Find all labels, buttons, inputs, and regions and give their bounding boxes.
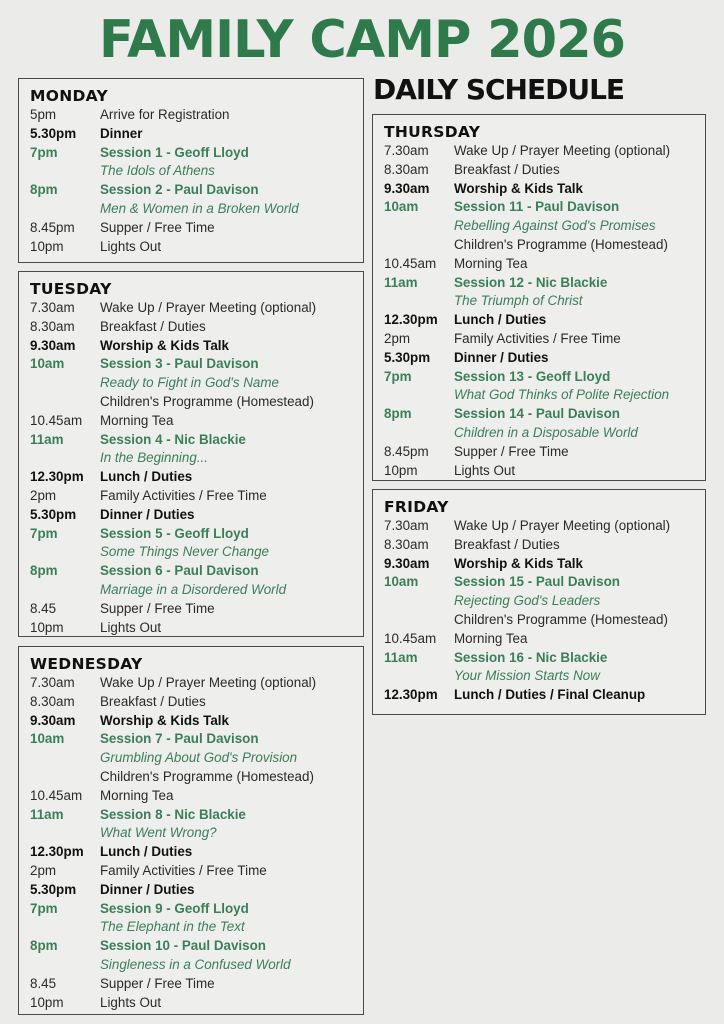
schedule-time: 5.30pm [30, 506, 77, 522]
schedule-description: Wake Up / Prayer Meeting (optional) [100, 300, 317, 315]
schedule-description: Morning Tea [100, 787, 174, 803]
schedule-row [30, 787, 363, 806]
schedule-description: Morning Tea [454, 255, 528, 271]
schedule-description: Wake Up / Prayer Meeting (optional) [100, 675, 317, 690]
schedule-description: Breakfast / Duties [454, 536, 560, 552]
schedule-description: Singleness in a Confused World [100, 956, 291, 972]
schedule-row [30, 337, 363, 356]
schedule-time: 11am [30, 806, 64, 822]
session-row [30, 525, 363, 544]
schedule-time: 9.30am [384, 555, 430, 571]
schedule-row [384, 536, 705, 555]
schedule-row [30, 506, 363, 525]
session-title-row [30, 956, 363, 975]
schedule-description: Morning Tea [100, 412, 174, 428]
day-heading: FRIDAY [384, 498, 449, 516]
schedule-description: Family Activities / Free Time [100, 862, 267, 878]
schedule-description: Children's Programme (Homestead) [454, 236, 668, 252]
schedule-time: 2pm [30, 862, 57, 878]
session-row [30, 937, 363, 956]
schedule-time: 8pm [30, 182, 58, 198]
schedule-time: 9.30am [30, 712, 76, 728]
schedule-description: Worship & Kids Talk [100, 337, 229, 353]
schedule-row [384, 630, 705, 649]
schedule-time: 5.30pm [384, 349, 431, 365]
schedule-time: 12.30pm [30, 469, 84, 485]
schedule-time: 7pm [30, 900, 58, 916]
schedule-description: Lights Out [100, 238, 162, 254]
schedule-time [30, 393, 100, 412]
session-row [30, 431, 363, 450]
schedule-time [384, 611, 454, 630]
session-row [30, 181, 363, 200]
schedule-description: Grumbling About God's Provision [100, 750, 298, 766]
schedule-description: Dinner / Duties [100, 506, 195, 522]
schedule-row [30, 393, 363, 412]
session-row [384, 573, 705, 592]
day-heading: THURSDAY [384, 123, 481, 141]
session-row [384, 198, 705, 217]
day-heading: TUESDAY [30, 280, 112, 298]
schedule-row [384, 349, 705, 368]
schedule-time: 10.45am [384, 630, 437, 646]
schedule-description: Breakfast / Duties [454, 161, 560, 177]
schedule-time: 8.30am [30, 318, 75, 334]
session-row [30, 144, 363, 163]
schedule-row [30, 693, 363, 712]
schedule-row [30, 125, 363, 144]
schedule-time [30, 824, 100, 843]
schedule-row [30, 412, 363, 431]
session-title-row [30, 543, 363, 562]
schedule-description: Session 1 - Geoff Lloyd [100, 144, 249, 160]
schedule-row [30, 238, 363, 257]
schedule-description: Session 16 - Nic Blackie [454, 649, 608, 665]
schedule-row [384, 330, 705, 349]
schedule-row [384, 462, 705, 481]
schedule-row [30, 619, 363, 638]
session-title-row [384, 292, 705, 311]
schedule-time: 8pm [30, 938, 58, 954]
schedule-description: Worship & Kids Talk [454, 555, 583, 571]
schedule-row [384, 180, 705, 199]
schedule-description: Dinner / Duties [454, 349, 549, 365]
schedule-row [30, 881, 363, 900]
schedule-time [384, 217, 454, 236]
day-card-monday [18, 78, 364, 263]
schedule-row [384, 236, 705, 255]
schedule-time: 8.30am [30, 693, 75, 709]
schedule-row [384, 517, 705, 536]
schedule-time [30, 918, 100, 937]
session-title-row [384, 217, 705, 236]
schedule-time: 5.30pm [30, 881, 77, 897]
schedule-description: Rejecting God's Leaders [454, 593, 601, 609]
schedule-time: 8.45pm [384, 443, 429, 459]
schedule-description: Lights Out [100, 619, 162, 635]
schedule-row [30, 219, 363, 238]
schedule-time [384, 292, 454, 311]
schedule-row [30, 768, 363, 787]
schedule-row [30, 712, 363, 731]
schedule-time: 7pm [384, 368, 412, 384]
schedule-description: In the Beginning... [100, 450, 208, 466]
schedule-description: Men & Women in a Broken World [100, 200, 299, 216]
session-row [30, 900, 363, 919]
schedule-time [30, 768, 100, 787]
schedule-time [384, 236, 454, 255]
schedule-time: 9.30am [30, 337, 76, 353]
schedule-row [30, 674, 363, 693]
schedule-description: Lunch / Duties [100, 469, 193, 485]
schedule-description: Some Things Never Change [100, 544, 269, 560]
schedule-description: Morning Tea [454, 630, 528, 646]
schedule-description: What God Thinks of Polite Rejection [454, 387, 670, 403]
schedule-time: 8pm [384, 406, 412, 422]
schedule-description: Wake Up / Prayer Meeting (optional) [454, 518, 671, 533]
day-card-thursday [372, 114, 706, 481]
schedule-time: 10.45am [30, 787, 83, 803]
schedule-time: 7.30am [30, 300, 75, 315]
session-row [384, 368, 705, 387]
session-title-row [384, 667, 705, 686]
schedule-time: 8.45pm [30, 219, 75, 235]
schedule-description: Session 7 - Paul Davison [100, 731, 259, 747]
schedule-description: The Triumph of Christ [454, 293, 583, 309]
session-title-row [384, 386, 705, 405]
schedule-description: Supper / Free Time [100, 600, 215, 616]
session-title-row [30, 824, 363, 843]
schedule-row [30, 600, 363, 619]
session-title-row [384, 592, 705, 611]
session-row [30, 806, 363, 825]
schedule-time: 8.45 [30, 600, 57, 616]
schedule-time: 5.30pm [30, 125, 77, 141]
session-title-row [384, 424, 705, 443]
schedule-time: 8.30am [384, 161, 429, 177]
schedule-time: 10am [384, 199, 419, 215]
schedule-description: Dinner [100, 125, 143, 141]
schedule-row [30, 299, 363, 318]
session-row [30, 562, 363, 581]
schedule-description: Children's Programme (Homestead) [100, 393, 314, 409]
schedule-description: Supper / Free Time [454, 443, 569, 459]
schedule-description: Your Mission Starts Now [454, 668, 600, 684]
schedule-time: 10am [30, 356, 65, 372]
schedule-time: 7pm [30, 144, 58, 160]
schedule-time: 7.30am [30, 675, 75, 690]
schedule-description: Session 15 - Paul Davison [454, 574, 620, 590]
schedule-time [30, 956, 100, 975]
schedule-row [384, 255, 705, 274]
schedule-time [30, 200, 100, 219]
schedule-row [384, 161, 705, 180]
schedule-description: Session 13 - Geoff Lloyd [454, 368, 611, 384]
schedule-description: What Went Wrong? [100, 825, 217, 841]
schedule-time: 10am [30, 731, 65, 747]
schedule-description: Session 3 - Paul Davison [100, 356, 259, 372]
session-title-row [30, 200, 363, 219]
page-title: FAMILY CAMP 2026 [98, 10, 626, 70]
day-card-friday [372, 489, 706, 715]
schedule-description: Session 12 - Nic Blackie [454, 274, 608, 290]
schedule-time: 8pm [30, 563, 58, 579]
schedule-description: The Elephant in the Text [100, 919, 245, 935]
schedule-time: 8.30am [384, 536, 429, 552]
session-title-row [30, 749, 363, 768]
schedule-description: Family Activities / Free Time [454, 330, 621, 346]
schedule-time: 5pm [30, 107, 57, 122]
schedule-description: Supper / Free Time [100, 219, 215, 235]
schedule-description: Supper / Free Time [100, 975, 215, 991]
schedule-time: 10.45am [384, 255, 437, 271]
schedule-row [384, 611, 705, 630]
schedule-description: Session 5 - Geoff Lloyd [100, 525, 249, 541]
session-row [384, 274, 705, 293]
schedule-description: Worship & Kids Talk [454, 180, 583, 196]
day-heading: MONDAY [30, 87, 108, 105]
day-card-tuesday [18, 271, 364, 637]
schedule-time [30, 749, 100, 768]
session-title-row [30, 581, 363, 600]
schedule-description: Ready to Fight in God's Name [100, 375, 279, 391]
schedule-time: 10am [384, 574, 419, 590]
session-row [384, 649, 705, 668]
day-heading: WEDNESDAY [30, 655, 143, 673]
schedule-time: 7.30am [384, 143, 429, 158]
schedule-row [384, 311, 705, 330]
schedule-time: 2pm [30, 487, 57, 503]
schedule-time: 10pm [30, 619, 64, 635]
schedule-time [384, 424, 454, 443]
page-subtitle: DAILY SCHEDULE [373, 73, 625, 106]
schedule-description: Session 6 - Paul Davison [100, 563, 259, 579]
schedule-description: The Idols of Athens [100, 163, 215, 179]
schedule-list [30, 299, 363, 637]
schedule-time: 12.30pm [384, 687, 438, 703]
schedule-time: 12.30pm [384, 312, 438, 328]
schedule-time: 11am [384, 649, 418, 665]
schedule-description: Marriage in a Disordered World [100, 581, 287, 597]
schedule-description: Session 11 - Paul Davison [454, 199, 620, 215]
schedule-description: Session 9 - Geoff Lloyd [100, 900, 249, 916]
session-title-row [30, 162, 363, 181]
schedule-time [30, 374, 100, 393]
schedule-row [30, 468, 363, 487]
schedule-description: Session 10 - Paul Davison [100, 938, 266, 954]
schedule-description: Dinner / Duties [100, 881, 195, 897]
schedule-row [30, 318, 363, 337]
schedule-description: Arrive for Registration [100, 107, 230, 122]
schedule-description: Rebelling Against God's Promises [454, 218, 656, 234]
schedule-time [384, 592, 454, 611]
schedule-time: 11am [30, 431, 64, 447]
schedule-time [30, 543, 100, 562]
schedule-description: Lunch / Duties [454, 312, 547, 328]
schedule-list [30, 674, 363, 1012]
schedule-description: Children's Programme (Homestead) [454, 611, 668, 627]
schedule-description: Session 2 - Paul Davison [100, 182, 259, 198]
day-card-wednesday [18, 646, 364, 1015]
schedule-description: Family Activities / Free Time [100, 487, 267, 503]
schedule-time [384, 386, 454, 405]
schedule-row [30, 975, 363, 994]
schedule-description: Wake Up / Prayer Meeting (optional) [454, 143, 671, 158]
schedule-row [30, 487, 363, 506]
schedule-description: Session 4 - Nic Blackie [100, 431, 246, 447]
schedule-description: Lights Out [100, 994, 162, 1010]
schedule-description: Breakfast / Duties [100, 693, 206, 709]
schedule-row [384, 443, 705, 462]
schedule-description: Worship & Kids Talk [100, 712, 229, 728]
schedule-list [30, 106, 363, 256]
schedule-time: 10pm [30, 994, 64, 1010]
schedule-description: Session 8 - Nic Blackie [100, 806, 246, 822]
schedule-time [384, 667, 454, 686]
schedule-list [384, 142, 705, 480]
schedule-time: 7pm [30, 525, 58, 541]
schedule-time [30, 449, 100, 468]
schedule-row [30, 843, 363, 862]
schedule-time: 11am [384, 274, 418, 290]
schedule-time: 8.45 [30, 975, 57, 991]
schedule-description: Lunch / Duties [100, 844, 193, 860]
session-row [30, 730, 363, 749]
session-title-row [30, 374, 363, 393]
schedule-description: Children in a Disposable World [454, 424, 638, 440]
schedule-time: 10.45am [30, 412, 83, 428]
schedule-time: 2pm [384, 330, 411, 346]
schedule-time: 10pm [30, 238, 64, 254]
schedule-time: 7.30am [384, 518, 429, 533]
schedule-time [30, 162, 100, 181]
schedule-time: 9.30am [384, 180, 430, 196]
schedule-row [30, 994, 363, 1013]
schedule-row [384, 686, 705, 705]
schedule-row [384, 555, 705, 574]
schedule-row [30, 106, 363, 125]
session-row [384, 405, 705, 424]
session-title-row [30, 918, 363, 937]
schedule-description: Lights Out [454, 462, 516, 478]
schedule-time [30, 581, 100, 600]
schedule-description: Session 14 - Paul Davison [454, 406, 620, 422]
schedule-time: 10pm [384, 462, 418, 478]
session-title-row [30, 449, 363, 468]
schedule-row [384, 142, 705, 161]
schedule-list [384, 517, 705, 705]
schedule-time: 12.30pm [30, 844, 84, 860]
session-row [30, 355, 363, 374]
schedule-description: Children's Programme (Homestead) [100, 768, 314, 784]
schedule-description: Lunch / Duties / Final Cleanup [454, 687, 646, 703]
schedule-description: Breakfast / Duties [100, 318, 206, 334]
schedule-row [30, 862, 363, 881]
